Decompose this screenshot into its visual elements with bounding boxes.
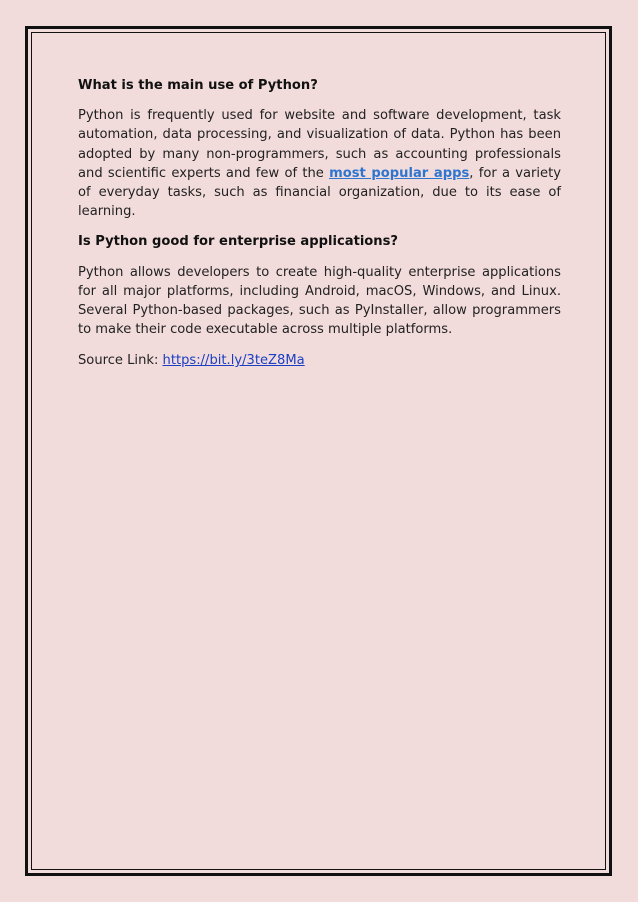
paragraph-text-after-link: , for a variety of everyday tasks, such as financial organization, due to its ease of learning. — [78, 165, 561, 220]
section-heading-enterprise: Is Python good for enterprise applications? — [78, 234, 399, 250]
section-paragraph-enterprise: Python allows developers to create high-quality enterprise applications for all major platforms, including Android, macOS, Windows, and Linux. Several Python-based packages, such as PyInstaller, allow programmers to make their code executable across multiple platforms. — [78, 264, 561, 338]
section-paragraph-main-use — [78, 106, 561, 221]
article-body — [78, 76, 561, 382]
paragraph-text-before-link: Python is frequently used for website and software development, task automation, data processing, and visualization of data. Python has been adopted by many non-programmers, such as accounting professionals and scientific experts and few of the — [78, 108, 561, 181]
section-heading-main-use: What is the main use of Python? — [78, 78, 318, 93]
source-line — [78, 351, 561, 370]
source-label: Source Link: — [78, 353, 163, 369]
most-popular-apps-link[interactable]: most popular apps — [329, 165, 470, 181]
source-url-link[interactable]: https://bit.ly/3teZ8Ma — [162, 353, 305, 369]
